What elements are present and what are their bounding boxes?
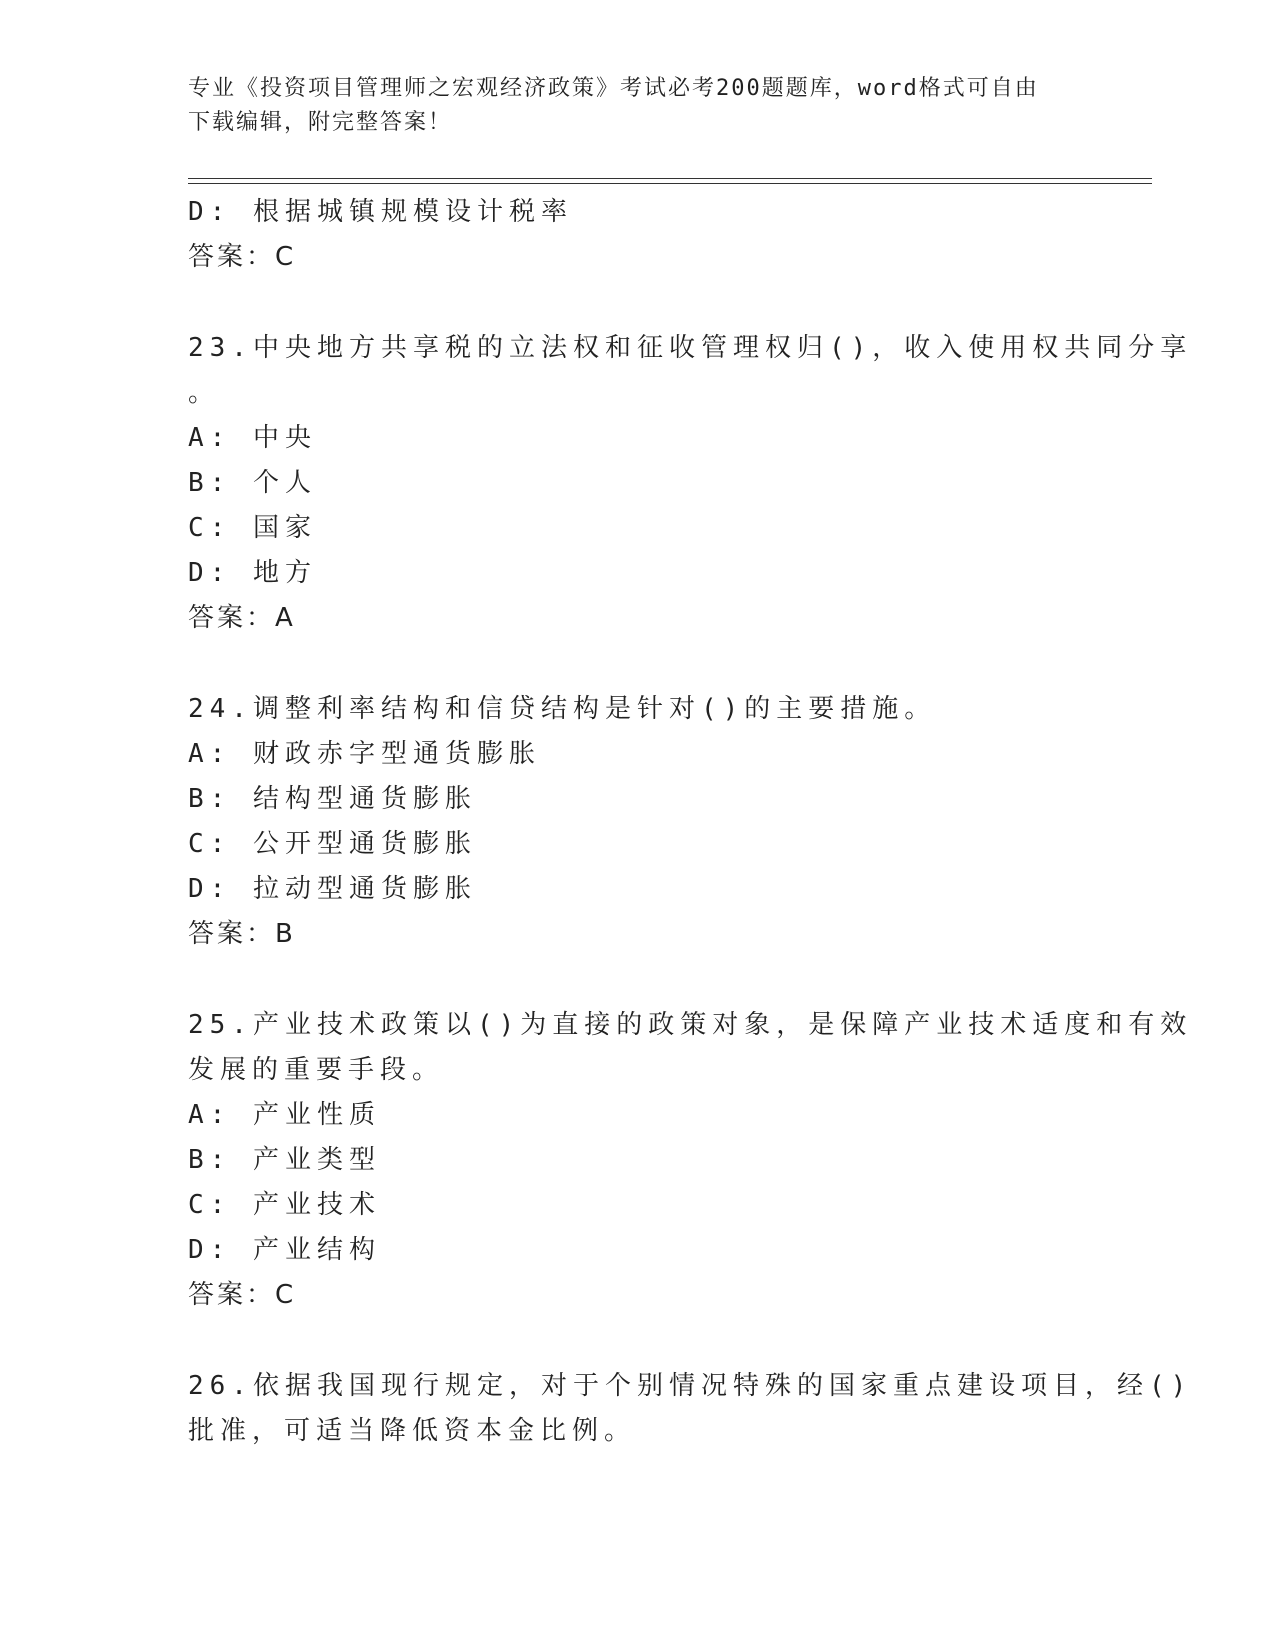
question-24-option-d: D: 拉动型通货膨胀 xyxy=(188,874,477,904)
question-25-stem-line-2: 发展的重要手段。 xyxy=(188,1055,445,1085)
question-23-option-b: B: 个人 xyxy=(188,468,317,498)
question-24-option-c: C: 公开型通货膨胀 xyxy=(188,829,477,859)
header-divider-bottom xyxy=(188,183,1152,184)
question-25-option-a: A: 产业性质 xyxy=(188,1100,381,1130)
question-24-answer: 答案：B xyxy=(188,919,296,949)
question-24-option-b: B: 结构型通货膨胀 xyxy=(188,784,477,814)
spacer xyxy=(188,1318,1088,1364)
header-title-line-2: 下载编辑，附完整答案！ xyxy=(188,110,453,135)
question-26-stem-line-2: 批准，可适当降低资本金比例。 xyxy=(188,1416,637,1446)
question-23-stem-line-2: 。 xyxy=(188,378,221,408)
question-24 xyxy=(188,687,1088,957)
question-23-answer: 答案：A xyxy=(188,603,296,633)
question-25-option-b: B: 产业类型 xyxy=(188,1145,381,1175)
question-24-option-a: A: 财政赤字型通货膨胀 xyxy=(188,739,541,769)
question-23 xyxy=(188,326,1193,641)
question-23-option-d: D: 地方 xyxy=(188,558,317,588)
question-25 xyxy=(188,1003,1193,1318)
question-23-stem-line-1: 23.中央地方共享税的立法权和征收管理权归()，收入使用权共同分享 xyxy=(188,333,1193,363)
spacer xyxy=(188,957,1088,1003)
question-25-stem-line-1: 25.产业技术政策以()为直接的政策对象，是保障产业技术适度和有效 xyxy=(188,1010,1193,1040)
question-24-stem-line-1: 24.调整利率结构和信贷结构是针对()的主要措施。 xyxy=(188,694,937,724)
question-26-stem-line-1: 26.依据我国现行规定，对于个别情况特殊的国家重点建设项目，经() xyxy=(188,1371,1193,1401)
question-25-option-c: C: 产业技术 xyxy=(188,1190,381,1220)
question-26 xyxy=(188,1364,1193,1454)
header-divider-top xyxy=(188,178,1152,179)
question-23-option-c: C: 国家 xyxy=(188,513,317,543)
question-22-option-d: D: 根据城镇规模设计税率 xyxy=(188,197,573,227)
spacer xyxy=(188,280,1088,326)
question-22-answer: 答案：C xyxy=(188,242,297,272)
question-25-option-d: D: 产业结构 xyxy=(188,1235,381,1265)
question-list xyxy=(188,190,1193,1454)
spacer xyxy=(188,641,1088,687)
header-title-line-1: 专业《投资项目管理师之宏观经济政策》考试必考200题题库，word格式可自由 xyxy=(188,76,1039,101)
document-header xyxy=(188,72,1068,140)
question-23-option-a: A: 中央 xyxy=(188,423,317,453)
question-25-answer: 答案：C xyxy=(188,1280,297,1310)
